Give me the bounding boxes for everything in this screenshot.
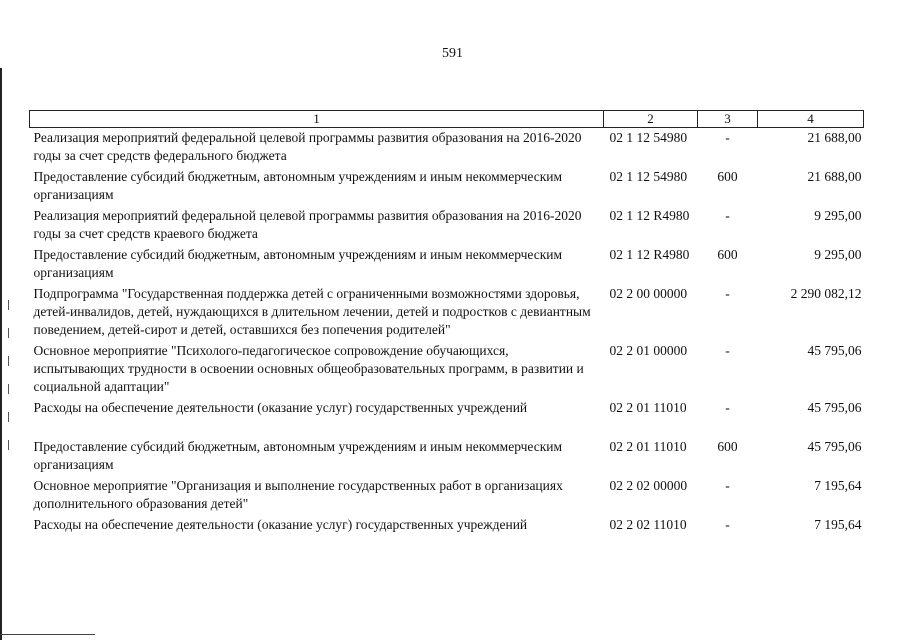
row-type: 600 — [717, 169, 738, 184]
row-amount: 45 795,06 — [807, 400, 862, 415]
row-code: 02 2 02 00000 — [609, 478, 688, 493]
row-code: 02 2 00 00000 — [609, 286, 688, 301]
row-type: - — [725, 208, 730, 223]
row-amount: 7 195,64 — [814, 478, 862, 493]
row-name: Основное мероприятие "Организация и выполнение государственных работ в организациях дополнительного образования детей" — [33, 478, 563, 511]
header-col-1: 1 — [30, 111, 604, 128]
table-row — [30, 476, 864, 515]
margin-ticks — [8, 300, 12, 468]
row-name: Подпрограмма "Государственная поддержка детей с ограниченными возможностями здоровья, детей-инвалидов, детей, нуждающихся в длительном лечении, детей и подростков с девиантным поведением, детей-сирот и детей, оставшихся без попечения родителей" — [33, 286, 591, 337]
page-number: 591 — [442, 46, 463, 61]
row-amount: 2 290 082,12 — [790, 286, 862, 301]
row-type: - — [725, 343, 730, 358]
table-row — [30, 206, 864, 245]
row-type: 600 — [717, 439, 738, 454]
row-code: 02 1 12 R4980 — [609, 247, 690, 262]
row-amount: 9 295,00 — [814, 208, 862, 223]
table-row — [30, 245, 864, 284]
table-row — [30, 398, 864, 437]
row-code: 02 1 12 54980 — [609, 130, 688, 145]
table-row — [30, 284, 864, 341]
table-row — [30, 128, 864, 168]
row-name: Реализация мероприятий федеральной целевой программы развития образования на 2016-2020 годы за счет средств краевого бюджета — [33, 208, 582, 241]
row-type: - — [725, 478, 730, 493]
row-amount: 7 195,64 — [814, 517, 862, 532]
row-type: - — [725, 400, 730, 415]
row-name: Предоставление субсидий бюджетным, автономным учреждениям и иным некоммерческим организациям — [33, 169, 563, 202]
row-code: 02 2 01 11010 — [609, 400, 687, 415]
row-name: Реализация мероприятий федеральной целевой программы развития образования на 2016-2020 годы за счет средств федерального бюджета — [33, 130, 582, 163]
row-name: Основное мероприятие "Психолого-педагогическое сопровождение обучающихся, испытывающих трудности в освоении основных общеобразовательных программ, в развитии и социальной адаптации" — [33, 343, 584, 394]
row-name: Предоставление субсидий бюджетным, автономным учреждениям и иным некоммерческим организациям — [33, 439, 563, 472]
row-amount: 9 295,00 — [814, 247, 862, 262]
row-type: - — [725, 517, 730, 532]
row-code: 02 2 02 11010 — [609, 517, 687, 532]
row-amount: 21 688,00 — [807, 169, 862, 184]
row-name: Предоставление субсидий бюджетным, автономным учреждениям и иным некоммерческим организациям — [33, 247, 563, 280]
budget-table — [29, 110, 864, 536]
row-type: - — [725, 130, 730, 145]
table-row — [30, 437, 864, 476]
row-amount: 45 795,06 — [807, 439, 862, 454]
row-code: 02 2 01 11010 — [609, 439, 687, 454]
row-code: 02 1 12 54980 — [609, 169, 688, 184]
header-col-2: 2 — [604, 111, 698, 128]
row-type: 600 — [717, 247, 738, 262]
footnote-rule — [0, 634, 95, 635]
row-type: - — [725, 286, 730, 301]
row-amount: 45 795,06 — [807, 343, 862, 358]
row-code: 02 1 12 R4980 — [609, 208, 690, 223]
header-col-3: 3 — [698, 111, 758, 128]
header-col-4: 4 — [758, 111, 864, 128]
row-code: 02 2 01 00000 — [609, 343, 688, 358]
row-name: Расходы на обеспечение деятельности (оказание услуг) государственных учреждений — [33, 400, 528, 415]
table-row — [30, 341, 864, 398]
row-amount: 21 688,00 — [807, 130, 862, 145]
row-name: Расходы на обеспечение деятельности (оказание услуг) государственных учреждений — [33, 517, 528, 532]
table-header — [30, 111, 864, 128]
table-row — [30, 167, 864, 206]
table-row — [30, 515, 864, 536]
left-margin-rule — [0, 68, 2, 640]
